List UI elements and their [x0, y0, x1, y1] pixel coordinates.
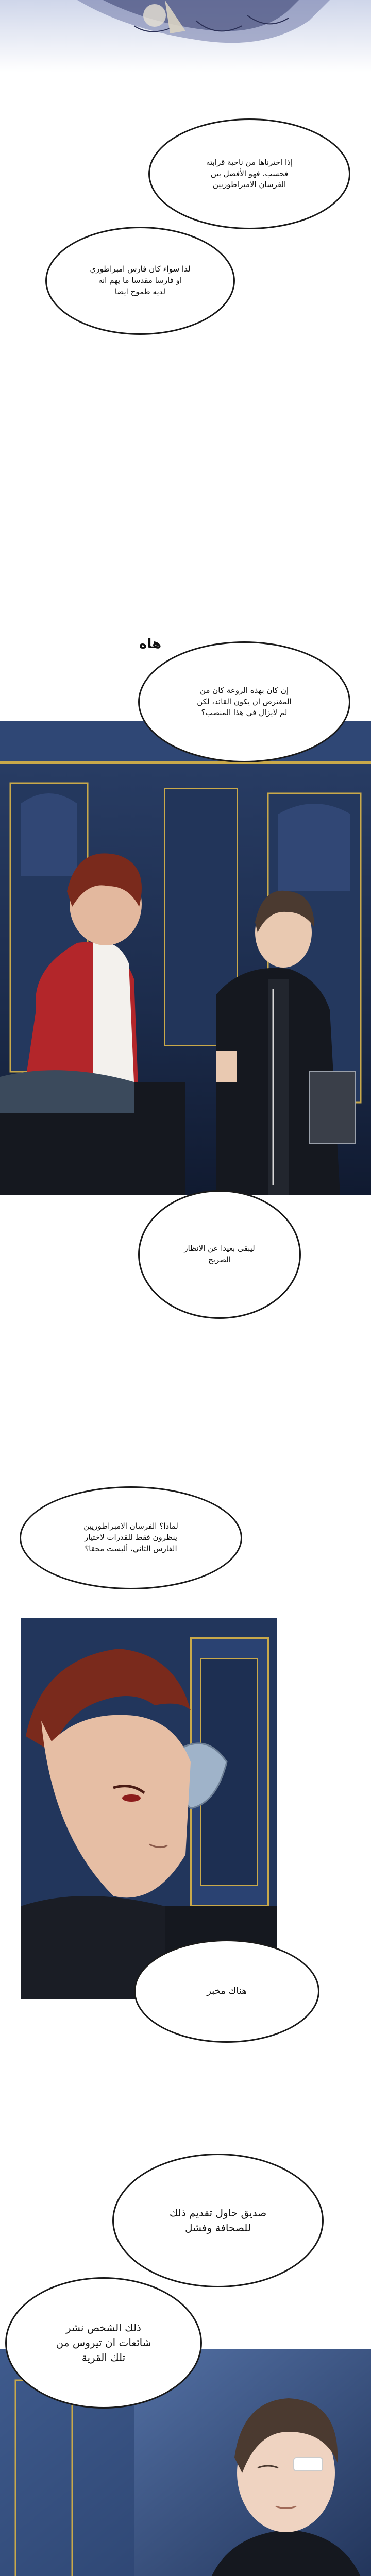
speech-bubble-6 — [134, 1940, 319, 2043]
speech-bubble-7 — [112, 2154, 324, 2287]
speech-text-2: لذا سواء كان فارس امبراطوري او فارسا مقدسا ما يهم انه لديه طموح ايضا — [90, 264, 191, 296]
speech-bubble-4 — [138, 1190, 301, 1319]
sound-effect-text: هاه — [139, 636, 162, 652]
ornament-sketch — [0, 0, 371, 72]
panel-top-ornament — [0, 0, 371, 72]
speech-text-5: لماذا؟ الفرسان الامبراطوريين ينظرون فقط للقدرات لاختيار الفارس الثاني، أليست محقا؟ — [83, 1521, 178, 1553]
panel-hall-scene — [0, 721, 371, 1195]
speech-text-3: إن كان بهذه الروعة كان من المفترض ان يكون القائد، لكن لم لايزال في هذا المنصب؟ — [197, 685, 292, 718]
speech-bubble-8 — [5, 2277, 202, 2409]
speech-text-7: صديق حاول تقديم ذلك للصحافة وفشل — [169, 2207, 267, 2234]
speech-text-6: هناك مخبر — [207, 1985, 247, 1996]
speech-bubble-1 — [148, 118, 350, 229]
speech-text-8: ذلك الشخص نشر شائعات ان تيروس من تلك القرية — [56, 2321, 151, 2364]
speech-bubble-2 — [45, 227, 235, 335]
speech-text-4: ليبقى بعيدا عن الانظار الصريح — [184, 1244, 255, 1264]
speech-bubble-5 — [20, 1486, 242, 1589]
hall-scene-art — [0, 721, 371, 1195]
speech-text-1: إذا اخترناها من ناحية قرابته فحسب، فهو الأفضل بين الفرسان الامبراطوريين — [206, 157, 293, 190]
speech-bubble-3 — [138, 641, 350, 762]
